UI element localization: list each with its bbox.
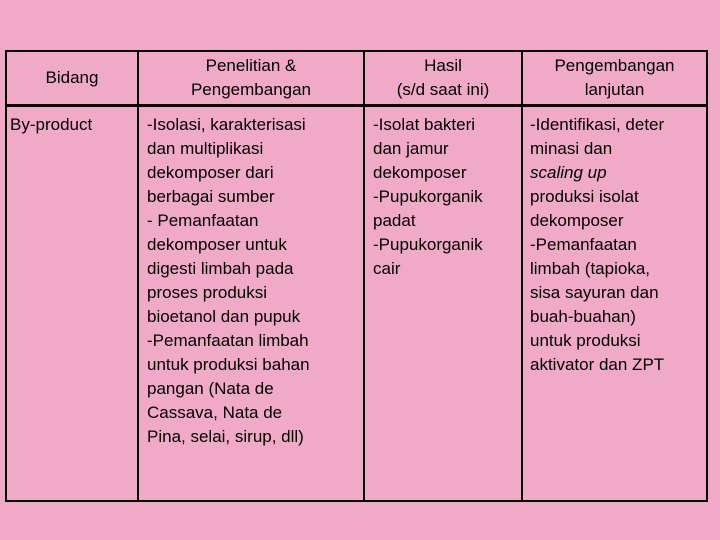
- header-hasil: [364, 51, 522, 106]
- research-table: [5, 50, 708, 502]
- cell-lanjutan: [522, 106, 707, 502]
- cell-hasil-text: -Isolat bakteri dan jamur dekomposer -Pupukorganik padat -Pupukorganik cair: [373, 115, 483, 278]
- header-penelitian: [138, 51, 364, 106]
- cell-bidang-text: By-product: [10, 115, 93, 134]
- cell-lanjutan-text: [523, 107, 706, 381]
- header-bidang-label: Bidang: [45, 68, 99, 87]
- header-bidang: [6, 51, 138, 106]
- lanjutan-text-part2: produksi isolat dekomposer -Pemanfaatan limbah (tapioka, sisa sayuran dan buah-buahan) untuk produksi aktivator dan ZPT: [530, 187, 665, 374]
- lanjutan-text-part1: -Identifikasi, deter minasi dan: [530, 115, 665, 158]
- header-lanjutan-label: Pengembangan lanjutan: [554, 56, 675, 99]
- cell-penelitian: [138, 106, 364, 502]
- lanjutan-text-italic: scaling up: [530, 163, 607, 182]
- table-header-row: [6, 51, 707, 106]
- header-hasil-label: Hasil (s/d saat ini): [396, 56, 490, 99]
- cell-hasil: [364, 106, 522, 502]
- cell-penelitian-text: -Isolasi, karakterisasi dan multiplikasi dekomposer dari berbagai sumber - Pemanfaatan dekomposer untuk digesti limbah pada proses produksi bioetanol dan pupuk -Pemanfaatan limbah untuk produksi bahan pangan (Nata de Cassava, Nata de Pina, selai, sirup, dll): [147, 115, 310, 446]
- table-row: [6, 106, 707, 502]
- header-penelitian-label: Penelitian & Pengembangan: [190, 56, 312, 99]
- cell-bidang: [6, 106, 138, 502]
- header-lanjutan: [522, 51, 707, 106]
